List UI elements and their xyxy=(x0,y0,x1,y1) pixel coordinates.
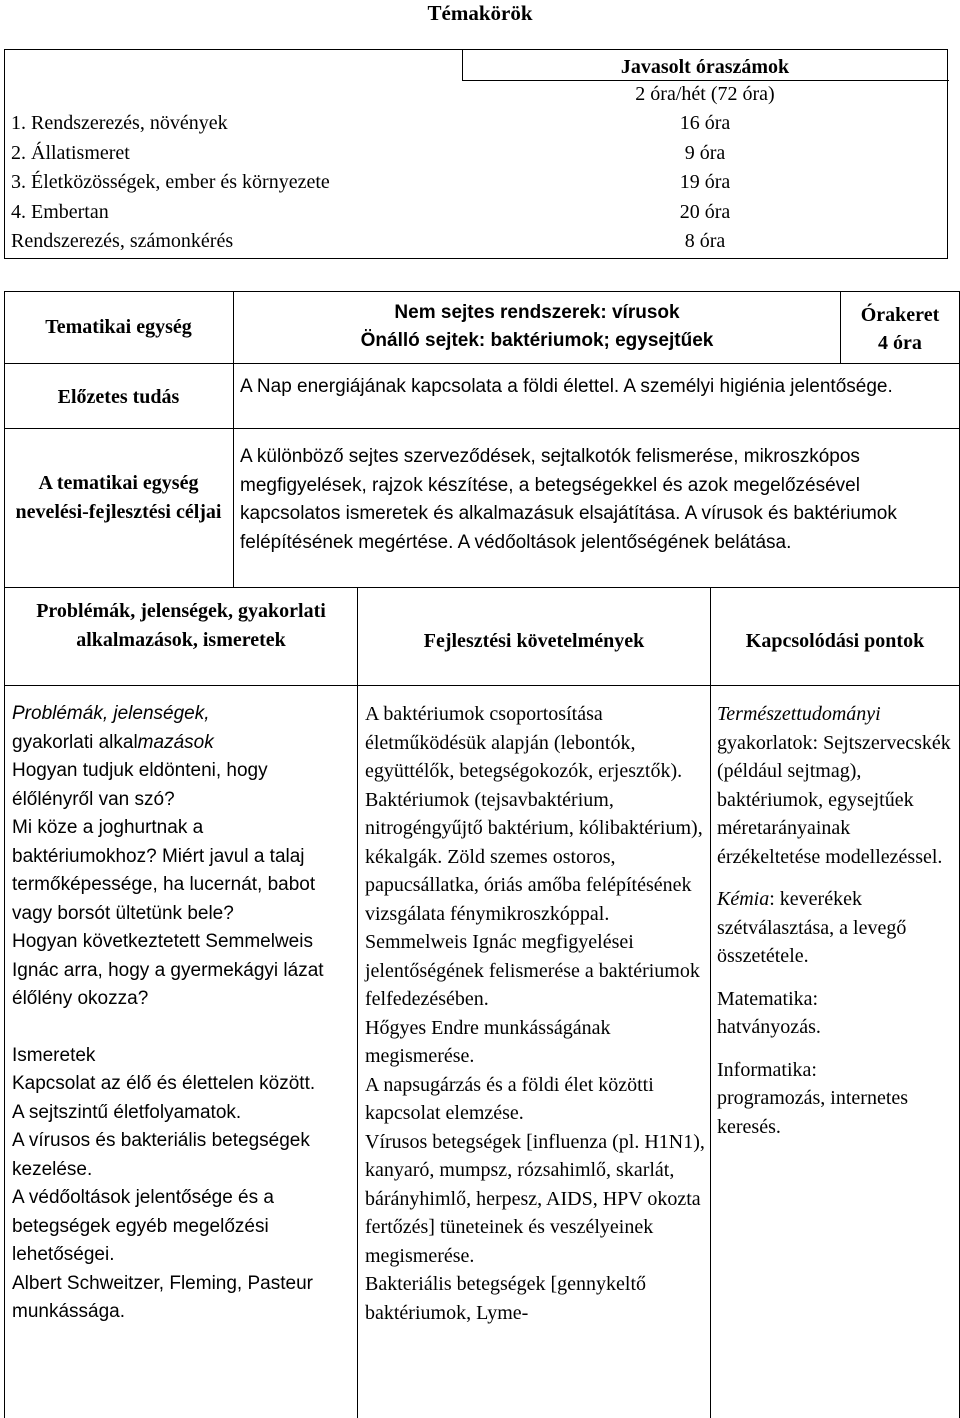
inf-label: Informatika: xyxy=(717,1058,817,1081)
hours-row xyxy=(5,139,945,168)
hours-topic: 3. Életközösségek, ember és környezete xyxy=(11,171,330,194)
col2-paragraph: Vírusos betegségek [influenza (pl. H1N1), kanyaró, mumpsz, rózsahimlő, skarlát, bárányhimlő, herpesz, AIDS, HPV okozta fertőzés] tüneteinek és veszélyeinek megismerése. xyxy=(365,1130,705,1267)
col1-knowledge: A sejtszintű életfolyamatok. xyxy=(12,1101,242,1123)
hours-topic: Rendszerezés, számonkérés xyxy=(11,229,234,252)
ismeretek-label: Ismeretek xyxy=(12,1044,96,1066)
col2-content xyxy=(365,700,705,1327)
orakeret-label: Órakeret xyxy=(860,304,940,326)
term-text: gyakorlatok: Sejtszervecskék (például sejtmag), baktériumok, egysejtűek méretarányainak érzékeltetése modellezéssel. xyxy=(717,731,951,868)
unit-title-line1: Nem sejtes rendszerek: vírusok xyxy=(394,302,680,323)
mat-label: Matematika: xyxy=(717,987,819,1010)
hours-row xyxy=(5,80,945,109)
col1-question: Mi köze a joghurtnak a baktériumokhoz? Miért javul a talaj termőképessége, ha lucernát, babot vagy borsót ültetünk bele? xyxy=(12,817,316,924)
col3-header: Kapcsolódási pontok xyxy=(745,630,925,652)
hours-header: Javasolt óraszámok xyxy=(620,56,790,78)
col1-heading-part-b: mazások xyxy=(137,731,214,753)
hours-value: 20 óra xyxy=(679,200,731,223)
hours-row xyxy=(5,109,945,138)
hours-value: 19 óra xyxy=(679,171,731,194)
unit-title xyxy=(234,299,840,355)
tematikai-egyseg-label: Tematikai egység xyxy=(45,316,192,338)
elozetes-tudas-label: Előzetes tudás xyxy=(57,386,180,408)
col1-question: Hogyan következtetett Semmelweis Ignác arra, hogy a gyermekágyi lázat élőlény okozza? xyxy=(12,931,324,1009)
kemia-text: : keverékek szétválasztása, a levegő összetétele. xyxy=(717,888,907,967)
celjai-label: A tematikai egység nevelési-fejlesztési céljai xyxy=(15,472,222,523)
hours-value: 16 óra xyxy=(679,112,731,135)
col1-heading-part-a: gyakorlati alkal xyxy=(12,731,138,753)
hours-row xyxy=(5,168,945,197)
kemia-entry xyxy=(717,885,957,971)
hours-value: 2 óra/hét (72 óra) xyxy=(635,83,775,105)
orakeret xyxy=(841,301,959,357)
col2-paragraph: Hőgyes Endre munkásságának megismerése. xyxy=(365,1016,611,1067)
col1-knowledge: Kapcsolat az élő és élettelen között. xyxy=(12,1073,316,1094)
col1-knowledge: Albert Schweitzer, Fleming, Pasteur munkássága. xyxy=(12,1272,313,1322)
col2-paragraph: Semmelweis Ignác megfigyelései jelentőségének felismerése a baktériumok felfedezésében. xyxy=(365,931,700,1010)
col1-content xyxy=(12,700,352,1327)
col1-knowledge: A vírusos és bakteriális betegségek kezelése. xyxy=(12,1130,310,1180)
mat-text: hatványozás. xyxy=(717,1016,821,1038)
col1-heading-mixed xyxy=(12,729,352,758)
hours-value: 9 óra xyxy=(684,141,726,164)
celjai-text: A különböző sejtes szerveződések, sejtalkotók felismerése, mikroszkópos megfigyelések, rajzok készítése, a betegségekkel és azok megelőzésével kapcsolatos ismeretek és alkalmazásuk elsajátítása. A vírusok és baktériumok felépítésének megértése. A védőoltások jelentőségének belátása. xyxy=(240,446,897,553)
orakeret-value: 4 óra xyxy=(878,332,922,354)
kemia-label: Kémia xyxy=(717,888,770,910)
hours-row xyxy=(5,198,945,227)
inf-text: programozás, internetes keresés. xyxy=(717,1087,909,1138)
unit-table xyxy=(4,291,960,1418)
col2-paragraph: Bakteriális betegségek [gennykeltő baktériumok, Lyme- xyxy=(365,1273,647,1324)
col1-header: Problémák, jelenségek, gyakorlati alkalmazások, ismeretek xyxy=(36,600,326,651)
col2-paragraph: Baktériumok (tejsavbaktérium, nitrogéngyűjtő baktérium, kólibaktérium), kékalgák. Zöld szemes ostoros, papucsállatka, óriás amőba felépítésének vizsgálata fénymikroszkóppal. xyxy=(365,788,703,925)
col1-heading-italic: Problémák, jelenségek, xyxy=(12,703,210,724)
hours-row xyxy=(5,227,945,256)
hours-topic: 1. Rendszerezés, növények xyxy=(11,112,228,135)
page-title: Témakörök xyxy=(427,1,533,25)
col1-question: Hogyan tudjuk eldönteni, hogy élőlényről van szó? xyxy=(12,760,268,810)
elozetes-tudas-text: A Nap energiájának kapcsolata a földi élettel. A személyi higiénia jelentősége. xyxy=(240,376,893,397)
hours-topic: 4. Embertan xyxy=(11,200,109,223)
col2-paragraph: A napsugárzás és a földi élet közötti kapcsolat elemzése. xyxy=(365,1073,654,1124)
col2-header: Fejlesztési követelmények xyxy=(423,630,645,652)
col3-content xyxy=(717,700,957,1141)
col2-paragraph: A baktériumok csoportosítása életműködésük alapján (lebontók, együttélők, betegségokozók, erjesztők). xyxy=(365,703,683,782)
hours-table xyxy=(4,49,948,259)
col1-knowledge: A védőoltások jelentősége és a betegségek egyéb megelőzési lehetőségei. xyxy=(12,1187,274,1265)
unit-title-line2: Önálló sejtek: baktériumok; egysejtűek xyxy=(360,330,714,351)
term-label: Természettudományi xyxy=(717,703,881,725)
hours-value: 8 óra xyxy=(684,229,726,252)
hours-topic: 2. Állatismeret xyxy=(11,141,130,164)
